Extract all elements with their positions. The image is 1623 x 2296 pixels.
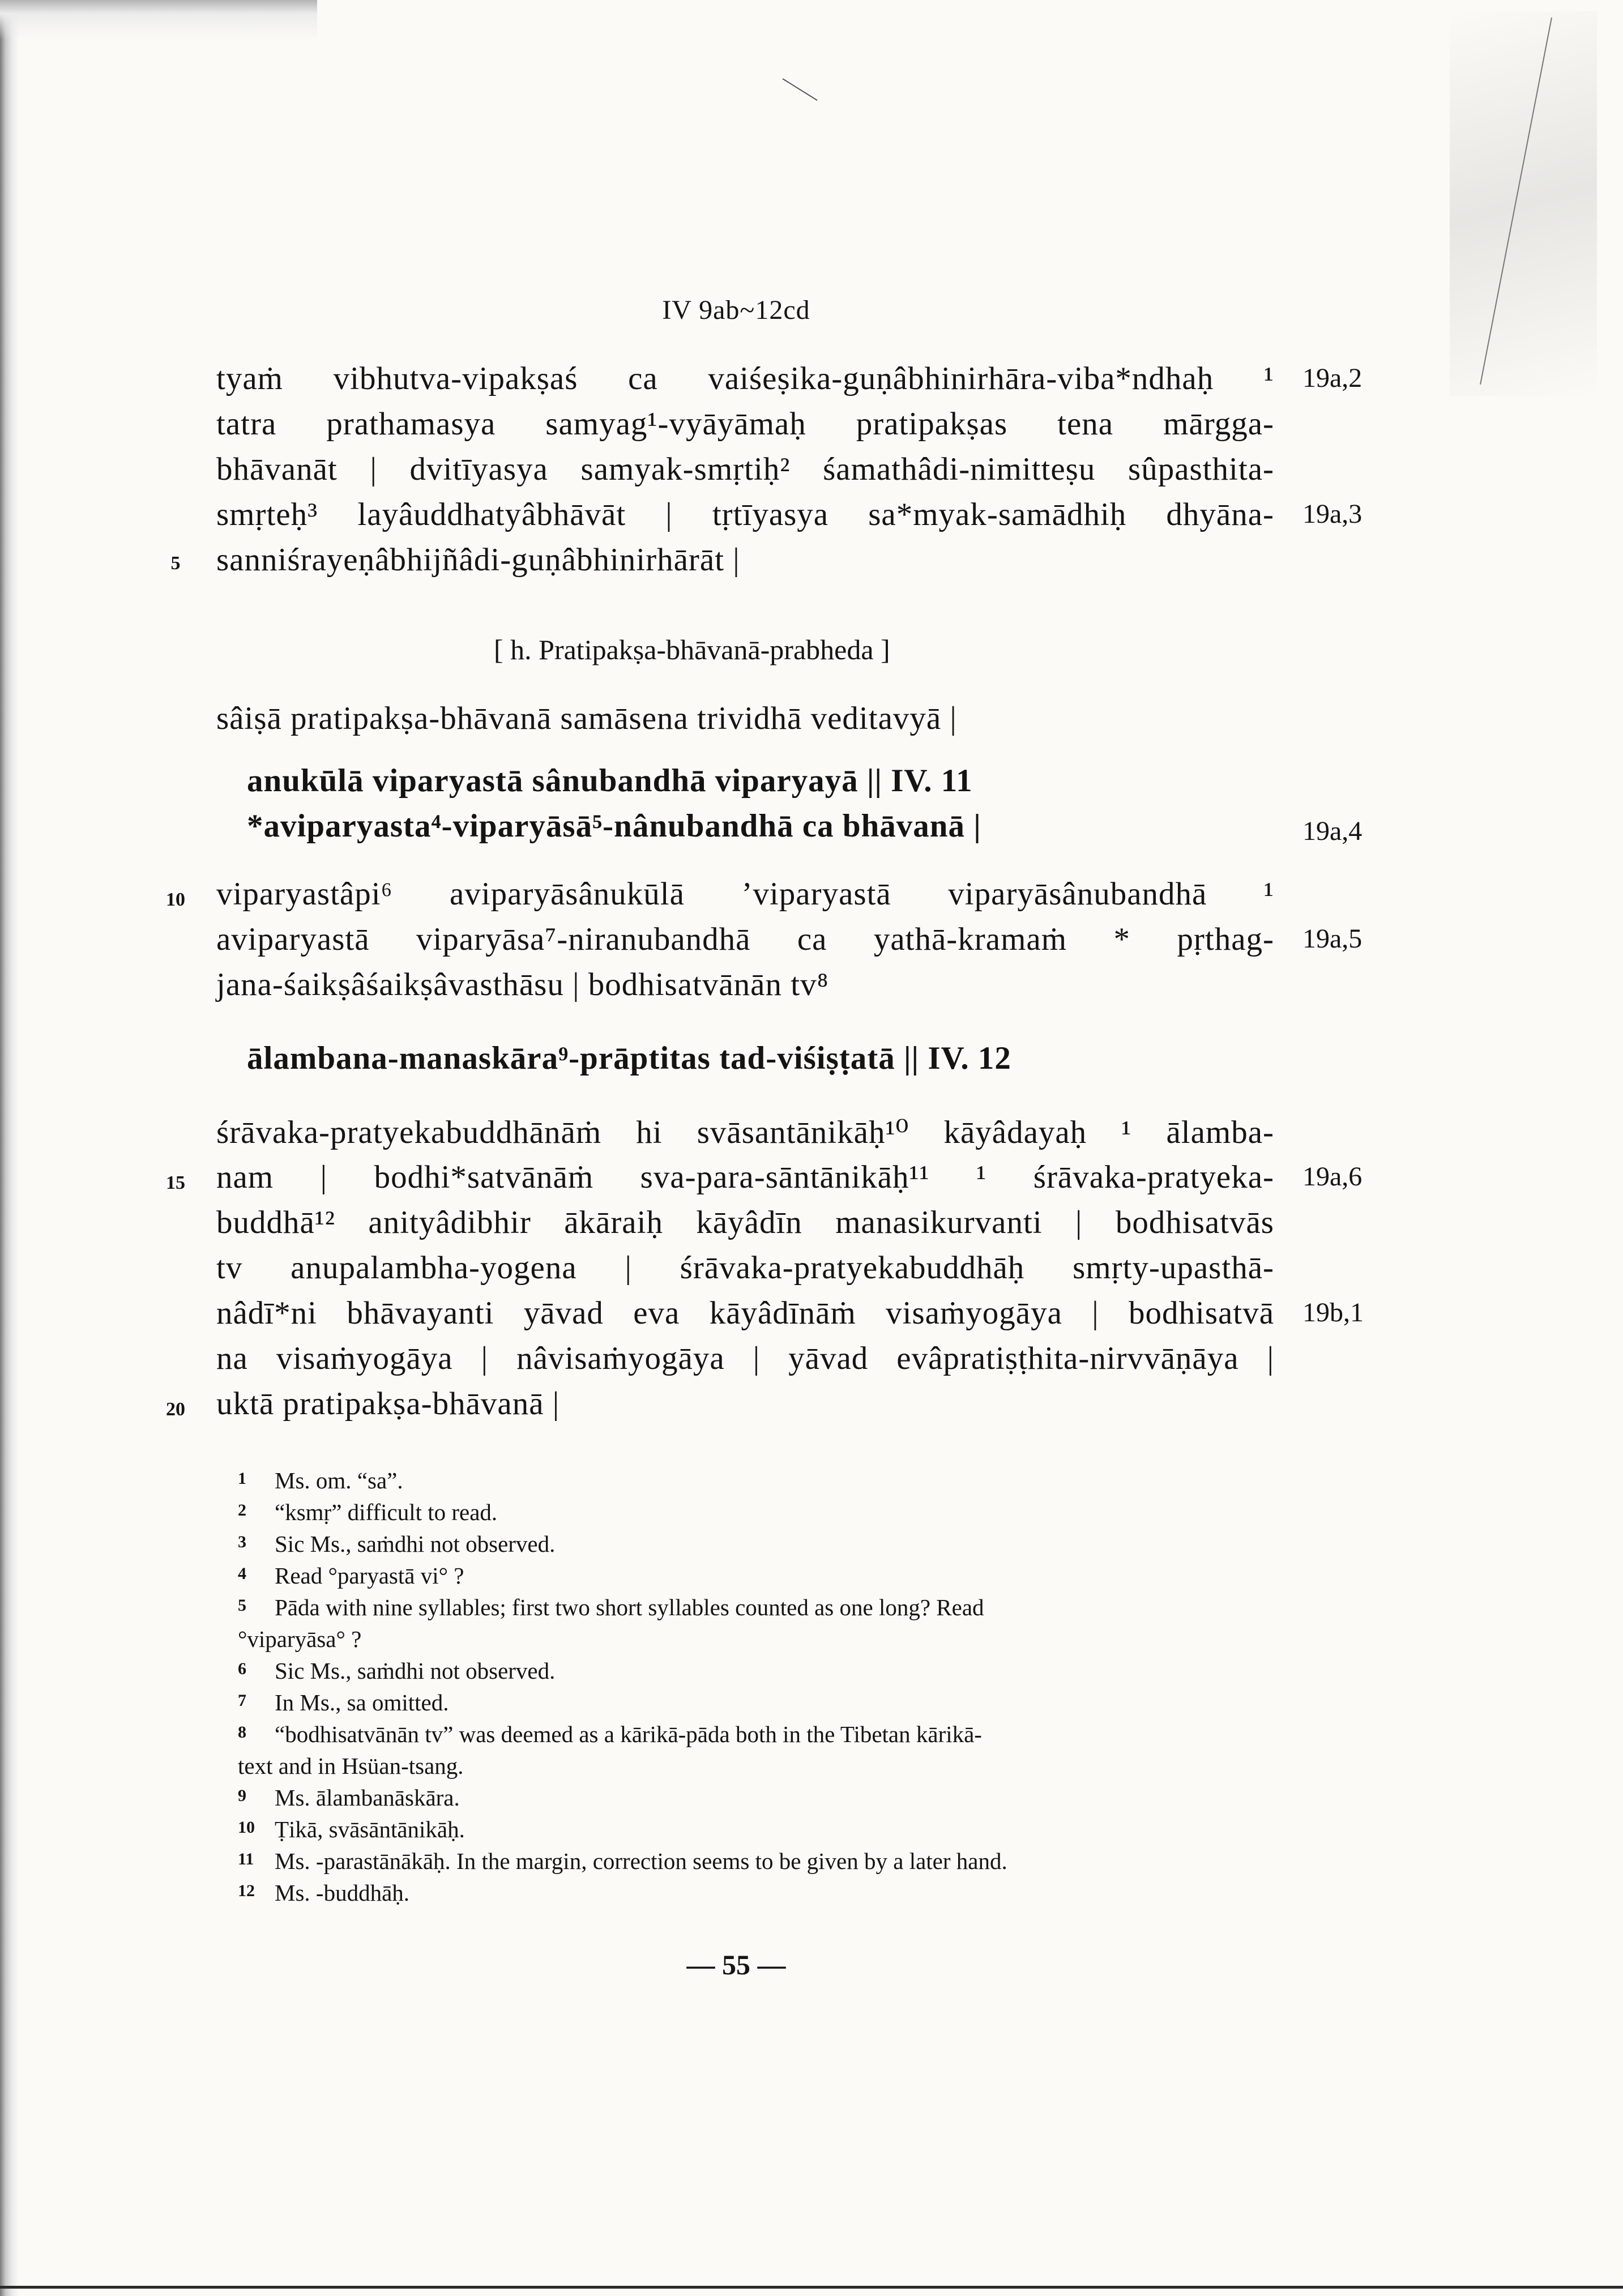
footnote-number: 11 — [238, 1850, 254, 1868]
text-line: buddhā¹² anityâdibhir ākāraiḥ kāyâdīn manasikurvanti | bodhisatvās — [216, 1205, 1274, 1240]
scan-bottom-edge — [0, 2286, 1623, 2289]
footnote-text: text and in Hsüan-tsang. — [238, 1753, 464, 1779]
margin-reference: 19a,2 — [1302, 363, 1363, 393]
footnote-number: 2 — [238, 1501, 246, 1520]
running-header: IV 9ab~12cd — [662, 295, 810, 325]
text-line: tyaṁ vibhutva-vipakṣaś ca vaiśeṣika-guṇâbhinirhāra-viba*ndhaḥ ¹ — [216, 361, 1274, 396]
text-line: viparyastâpi⁶ aviparyāsânukūlā ’viparyastā viparyāsânubandhā ¹ — [216, 876, 1274, 912]
footnote-text: Ṭikā, svāsāntānikāḥ. — [275, 1816, 465, 1842]
line-number: 5 — [170, 553, 181, 574]
footnote-number: 7 — [238, 1691, 246, 1710]
footnote-number: 1 — [238, 1469, 246, 1488]
verse-line: anukūlā viparyastā sânubandhā viparyayā || IV. 11 — [247, 763, 973, 799]
text-line: śrāvaka-pratyekabuddhānāṁ hi svāsantānikāḥ¹⁰ kāyâdayaḥ ¹ ālamba- — [216, 1115, 1274, 1150]
text-line: bhāvanāt | dvitīyasya samyak-smṛtiḥ² śamathâdi-nimitteṣu sûpasthita- — [216, 451, 1274, 487]
margin-reference: 19a,5 — [1302, 924, 1363, 954]
text-line: nam | bodhi*satvānāṁ sva-para-sāntānikāḥ¹¹ ¹ śrāvaka-pratyeka- — [216, 1159, 1274, 1195]
footnote-text: Ms. ālambanāskāra. — [275, 1785, 460, 1811]
text-line: uktā pratipakṣa-bhāvanā | — [216, 1386, 560, 1422]
text-line: smṛteḥ³ layâuddhatyâbhāvāt | tṛtīyasya sa*myak-samādhiḥ dhyāna- — [216, 497, 1274, 532]
scan-stray-mark — [782, 78, 817, 101]
footnote-number: 9 — [238, 1786, 246, 1805]
scan-right-artifact — [1450, 11, 1597, 396]
margin-reference: 19b,1 — [1302, 1298, 1364, 1328]
footnote-number: 6 — [238, 1659, 246, 1678]
footnote-number: 8 — [238, 1723, 246, 1742]
footnote-text: “ksmṛ” difficult to read. — [275, 1499, 498, 1525]
margin-reference: 19a,6 — [1302, 1162, 1363, 1192]
margin-reference: 19a,4 — [1302, 816, 1363, 846]
text-line: na visaṁyogāya | nâvisaṁyogāya | yāvad evâpratiṣṭhita-nirvvāṇāya | — [216, 1341, 1274, 1376]
text-line: sâiṣā pratipakṣa-bhāvanā samāsena trividhā veditavyā | — [216, 701, 957, 736]
scan-top-shade — [0, 0, 317, 40]
footnote-number: 10 — [238, 1818, 255, 1837]
footnote-text: Ms. om. “sa”. — [275, 1467, 403, 1493]
footnote-text: Ms. -parastānākāḥ. In the margin, correction seems to be given by a later hand. — [275, 1848, 1007, 1874]
footnote-text: Sic Ms., saṁdhi not observed. — [275, 1531, 556, 1557]
text-line: tatra prathamasya samyag¹-vyāyāmaḥ pratipakṣas tena mārgga- — [216, 406, 1274, 442]
footnote-number: 5 — [238, 1596, 246, 1615]
text-line: sanniśrayeṇâbhijñâdi-guṇâbhinirhārāt | — [216, 542, 740, 578]
section-subheading: [ h. Pratipakṣa-bhāvanā-prabheda ] — [494, 634, 890, 665]
verse-line: ālambana-manaskāra⁹-prāptitas tad-viśiṣṭatā || IV. 12 — [247, 1040, 1011, 1076]
line-number: 15 — [166, 1172, 185, 1193]
footnote-text: Ms. -buddhāḥ. — [275, 1880, 410, 1906]
page-number: — 55 — — [686, 1949, 786, 1981]
text-line: aviparyastā viparyāsa⁷-niranubandhā ca yathā-kramaṁ * pṛthag- — [216, 921, 1274, 957]
footnote-number: 4 — [238, 1564, 246, 1583]
margin-reference: 19a,3 — [1302, 499, 1363, 529]
footnote-text: Pāda with nine syllables; first two short syllables counted as one long? Read — [275, 1594, 984, 1620]
scan-left-edge — [0, 0, 19, 2296]
verse-line: *aviparyasta⁴-viparyāsā⁵-nânubandhā ca bhāvanā | — [247, 808, 981, 844]
footnote-text: “bodhisatvānān tv” was deemed as a kārikā-pāda both in the Tibetan kārikā- — [275, 1721, 982, 1747]
footnote-text: Read °paryastā vi° ? — [275, 1563, 464, 1589]
footnote-text: Sic Ms., saṁdhi not observed. — [275, 1658, 556, 1684]
text-line: jana-śaikṣâśaikṣâvasthāsu | bodhisatvānān tv⁸ — [216, 967, 829, 1002]
footnote-number: 3 — [238, 1533, 246, 1551]
line-number: 10 — [166, 889, 185, 910]
text-line: tv anupalambha-yogena | śrāvaka-pratyekabuddhāḥ smṛty-upasthā- — [216, 1250, 1274, 1286]
footnote-number: 12 — [238, 1881, 255, 1900]
line-number: 20 — [166, 1399, 185, 1420]
footnote-text: In Ms., sa omitted. — [275, 1689, 449, 1715]
text-line: nâdī*ni bhāvayanti yāvad eva kāyâdīnāṁ visaṁyogāya | bodhisatvā — [216, 1295, 1274, 1331]
footnote-text: °viparyāsa° ? — [238, 1626, 362, 1652]
